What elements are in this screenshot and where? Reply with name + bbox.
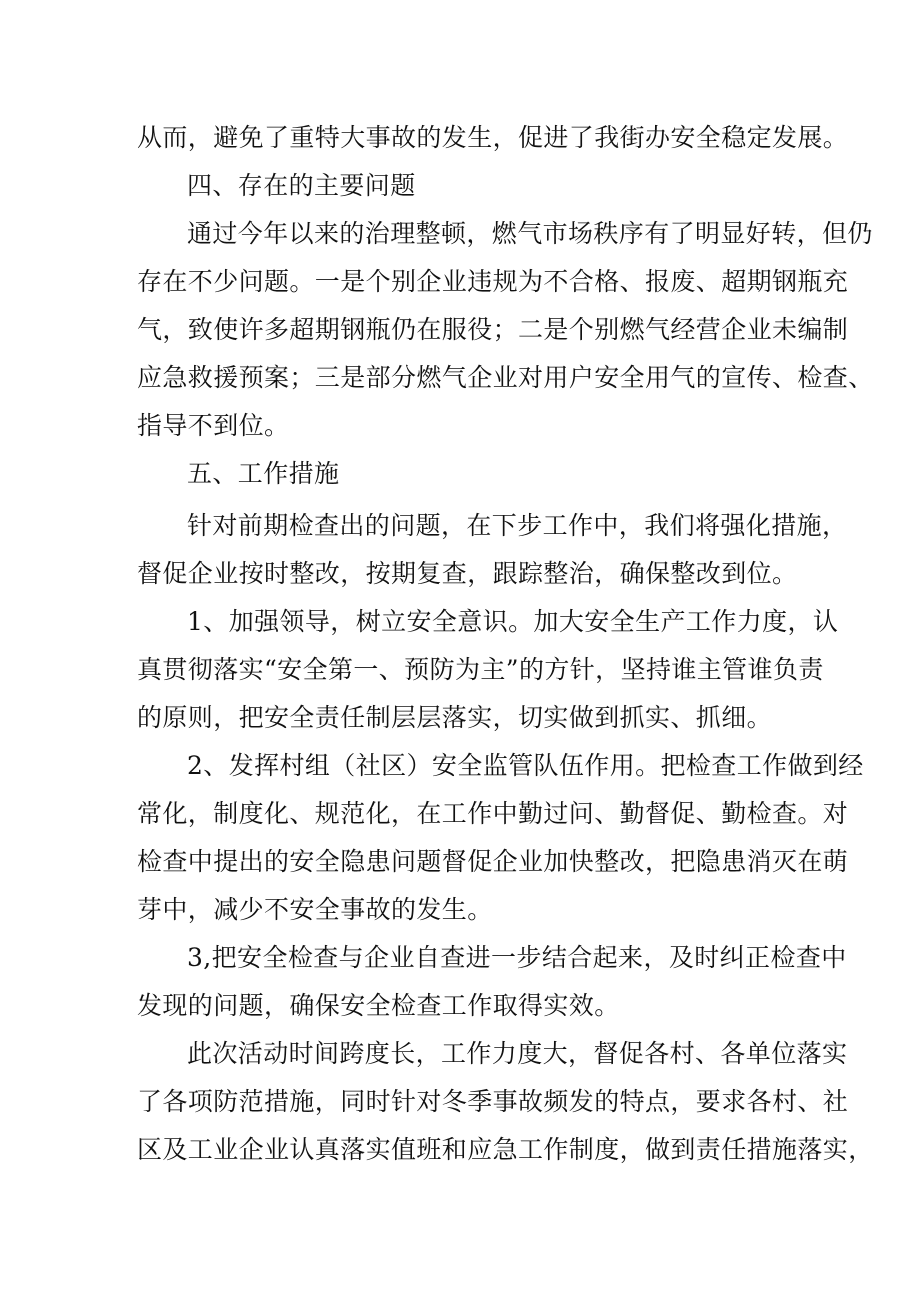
text-line: 从而，避免了重特大事故的发生，促进了我街办安全稳定发展。 — [137, 123, 849, 152]
section-heading: 四、存在的主要问题 — [187, 171, 416, 200]
text-line: 3,把安全检查与企业自查进一步结合起来，及时纠正检查中 — [187, 943, 847, 972]
text-line: 2、发挥村组（社区）安全监管队伍作用。把检查工作做到经 — [187, 751, 864, 780]
text-line: 1、加强领导，树立安全意识。加大安全生产工作力度，认 — [187, 607, 839, 636]
text-line: 区及工业企业认真落实值班和应急工作制度，做到责任措施落实， — [137, 1135, 874, 1164]
text-line: 应急救援预案；三是部分燃气企业对用户安全用气的宣传、检查、 — [137, 363, 874, 392]
text-line: 常化，制度化、规范化，在工作中勤过问、勤督促、勤检查。对 — [137, 799, 849, 828]
text-line: 真贯彻落实“安全第一、预防为主”的方针，坚持谁主管谁负责 — [137, 655, 824, 684]
text-line: 发现的问题，确保安全检查工作取得实效。 — [137, 991, 620, 1020]
text-line: 的原则，把安全责任制层层落实，切实做到抓实、抓细。 — [137, 703, 773, 732]
text-line: 存在不少问题。一是个别企业违规为不合格、报废、超期钢瓶充 — [137, 267, 849, 296]
text-line: 气，致使许多超期钢瓶仍在服役；二是个别燃气经营企业未编制 — [137, 315, 849, 344]
text-line: 针对前期检查出的问题，在下步工作中，我们将强化措施， — [187, 511, 848, 540]
text-line: 通过今年以来的治理整顿，燃气市场秩序有了明显好转，但仍 — [187, 219, 873, 248]
text-line: 督促企业按时整改，按期复查，跟踪整治，确保整改到位。 — [137, 559, 798, 588]
section-heading: 五、工作措施 — [187, 459, 340, 488]
text-line: 芽中，减少不安全事故的发生。 — [137, 895, 493, 924]
text-line: 此次活动时间跨度长，工作力度大，督促各村、各单位落实 — [187, 1039, 848, 1068]
text-line: 了各项防范措施，同时针对冬季事故频发的特点，要求各村、社 — [137, 1087, 849, 1116]
text-line: 指导不到位。 — [137, 411, 290, 440]
text-line: 检查中提出的安全隐患问题督促企业加快整改，把隐患消灭在萌 — [137, 847, 849, 876]
